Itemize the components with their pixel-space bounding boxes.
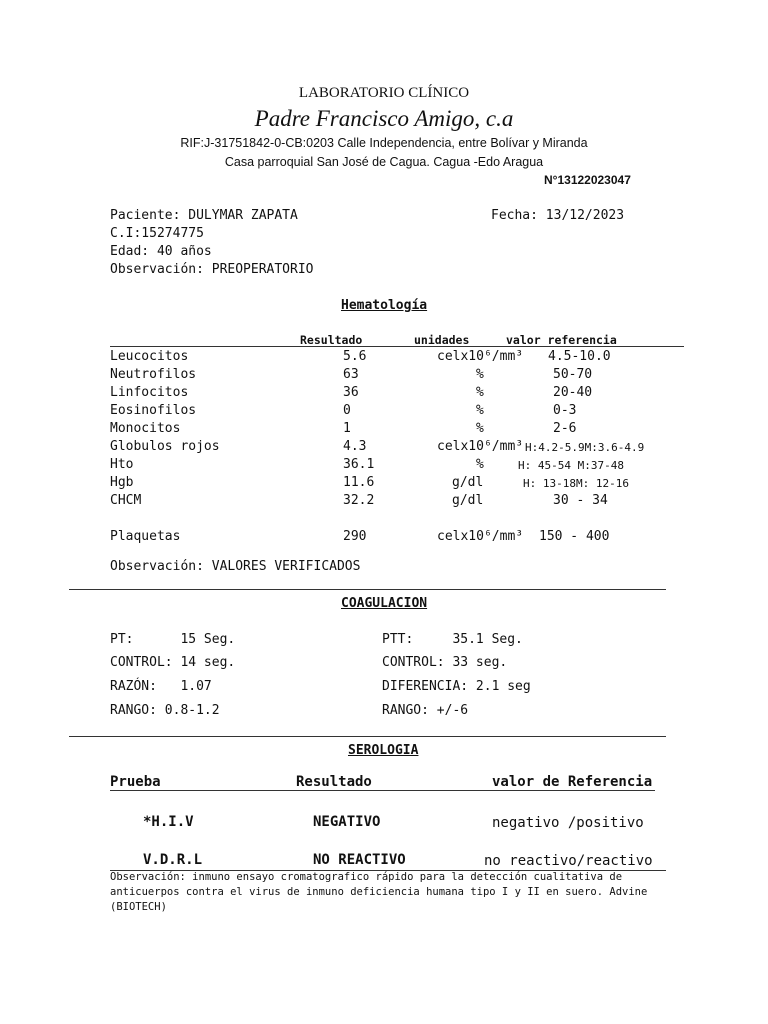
table-row-units: g/dl [452, 475, 484, 490]
table-row-result: 1 [343, 421, 351, 436]
table-row-units: g/dl [452, 493, 484, 508]
section-divider [69, 589, 666, 590]
table-row-result: 5.6 [343, 349, 367, 364]
col-header-ref: valor de Referencia [492, 774, 653, 790]
table-row-result: 63 [343, 367, 359, 382]
table-row-name: Neutrofilos [110, 367, 197, 382]
coagulacion-title: COAGULACION [341, 596, 428, 611]
table-row-test: *H.I.V [143, 814, 194, 830]
address-line-1: RIF:J-31751842-0-CB:0203 Calle Independencia, entre Bolívar y Miranda [180, 136, 588, 150]
table-row-units: % [476, 403, 484, 418]
table-row-ref: 0-3 [553, 403, 577, 418]
plaquetas-result: 290 [343, 529, 367, 544]
table-row-ref: H: 45-54 M:37-48 [518, 459, 624, 472]
lab-name: Padre Francisco Amigo, c.a [254, 106, 514, 131]
col-header-result: Resultado [296, 774, 372, 790]
table-row-units: celx10⁶/mm³ [437, 349, 524, 364]
col-header-test: Prueba [110, 774, 161, 790]
address-line-2: Casa parroquial San José de Cagua. Cagua -Edo Aragua [224, 155, 544, 169]
lab-label: LABORATORIO CLÍNICO [298, 85, 470, 101]
table-row-ref: negativo /positivo [492, 815, 644, 831]
table-row-ref: 4.5-10.0 [548, 349, 611, 364]
col-header-ref: valor referencia [506, 333, 617, 347]
table-row-name: CHCM [110, 493, 142, 508]
table-row-name: Hto [110, 457, 134, 472]
plaquetas-units: celx10⁶/mm³ [437, 529, 524, 544]
control-pt: CONTROL: 14 seg. [110, 655, 236, 670]
table-row-result: 36.1 [343, 457, 375, 472]
patient-id: C.I:15274775 [110, 226, 204, 241]
col-header-result: Resultado [300, 333, 363, 347]
table-row-ref: 50-70 [553, 367, 593, 382]
serologia-observation-line-3: (BIOTECH) [110, 901, 167, 913]
table-row-test: V.D.R.L [143, 852, 203, 868]
table-row-result: 0 [343, 403, 351, 418]
patient-observation: Observación: PREOPERATORIO [110, 262, 314, 277]
patient-name: Paciente: DULYMAR ZAPATA [110, 208, 298, 223]
plaquetas-ref: 150 - 400 [539, 529, 610, 544]
serologia-header-line [110, 790, 655, 791]
table-row-name: Linfocitos [110, 385, 189, 400]
section-divider [69, 736, 666, 737]
table-row-name: Hgb [110, 475, 134, 490]
table-row-units: % [476, 385, 484, 400]
rango-pt: RANGO: 0.8-1.2 [110, 703, 220, 718]
diferencia-value: DIFERENCIA: 2.1 seg [382, 679, 531, 694]
table-row-units: % [476, 367, 484, 382]
patient-age: Edad: 40 años [110, 244, 212, 259]
table-row-ref: 2-6 [553, 421, 577, 436]
document-number: N°13122023047 [544, 173, 631, 187]
table-row-ref: 20-40 [553, 385, 593, 400]
table-row-ref: no reactivo/reactivo [484, 853, 653, 869]
table-row-name: Leucocitos [110, 349, 189, 364]
table-row-ref: H: 13-18M: 12-16 [523, 477, 629, 490]
serologia-observation-line-1: Observación: inmuno ensayo cromatografico rápido para la detección cualitativa de [110, 871, 623, 883]
table-row-result: NEGATIVO [313, 814, 381, 830]
hematologia-title: Hematología [341, 298, 428, 313]
table-row-units: % [476, 457, 484, 472]
table-row-units: % [476, 421, 484, 436]
table-row-name: Eosinofilos [110, 403, 197, 418]
ptt-value: PTT: 35.1 Seg. [382, 632, 523, 647]
table-row-result: 36 [343, 385, 359, 400]
hematologia-header-line [110, 346, 684, 347]
table-row-ref: 30 - 34 [553, 493, 608, 508]
table-row-result: 4.3 [343, 439, 367, 454]
table-row-result: NO REACTIVO [313, 852, 406, 868]
serologia-observation-line-2: anticuerpos contra el virus de inmuno deficiencia humana tipo I y II en suero. Advine [110, 886, 648, 898]
control-ptt: CONTROL: 33 seg. [382, 655, 508, 670]
table-row-name: Globulos rojos [110, 439, 220, 454]
serologia-title: SEROLOGIA [348, 743, 419, 758]
plaquetas-name: Plaquetas [110, 529, 181, 544]
report-date: Fecha: 13/12/2023 [491, 208, 625, 223]
table-row-ref: H:4.2-5.9M:3.6-4.9 [525, 441, 645, 454]
hematologia-observation: Observación: VALORES VERIFICADOS [110, 559, 361, 574]
table-row-units: celx10⁶/mm³ [437, 439, 524, 454]
razon-value: RAZÓN: 1.07 [110, 679, 212, 694]
table-row-result: 11.6 [343, 475, 375, 490]
pt-value: PT: 15 Seg. [110, 632, 236, 647]
col-header-units: unidades [414, 333, 470, 347]
rango-ptt: RANGO: +/-6 [382, 703, 469, 718]
table-row-result: 32.2 [343, 493, 375, 508]
table-row-name: Monocitos [110, 421, 181, 436]
